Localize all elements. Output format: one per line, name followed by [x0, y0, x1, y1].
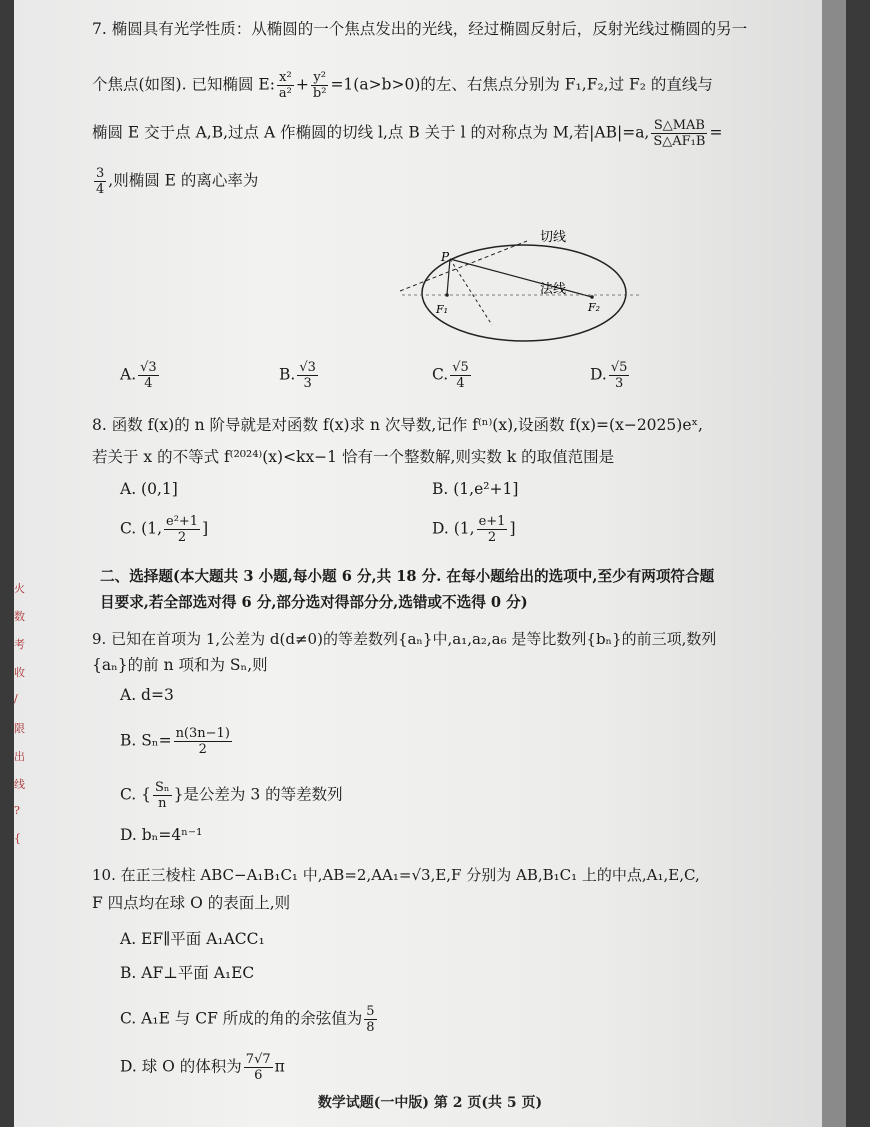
q7-line1: 7. 椭圆具有光学性质：从椭圆的一个焦点发出的光线，经过椭圆反射后，反射光线过椭圆的另一 [92, 20, 748, 38]
q8-line2: 若关于 x 的不等式 f⁽²⁰²⁴⁾(x)<kx−1 恰有一个整数解,则实数 k 的取值范围是 [92, 448, 615, 466]
ellipse-figure [392, 225, 662, 345]
area-ratio: $\frac{\text{S△MAB}}{\text{S△AF₁B}}$ [653, 118, 706, 149]
margin-mark: 限 [14, 722, 25, 735]
q9-option-d[interactable]: D. bₙ=4ⁿ⁻¹ [120, 826, 203, 844]
q10-option-c[interactable]: C. A₁E 与 CF 所成的角的余弦值为 $\frac{5}{8}$ [120, 1004, 375, 1035]
q8-option-a[interactable]: A. (0,1] [120, 480, 178, 498]
tangent-label: 切线 [540, 230, 567, 245]
tangent-line [400, 241, 527, 291]
q7-line3: 椭圆 E 交于点 A,B,过点 A 作椭圆的切线 l,点 B 关于 l 的对称点为 M,若|AB|=a, $\frac{\text{S△MAB}}{\text{S△AF₁B}}$ = [92, 118, 723, 149]
margin-mark: { [14, 832, 21, 845]
margin-mark: 火 [14, 582, 25, 595]
q7-option-c[interactable]: C. $\frac{√5}{4}$ [432, 360, 469, 391]
fraction: $\frac{\text{x²}}{\text{a²}}$ [278, 70, 292, 101]
f1-label: F₁ [436, 303, 449, 316]
q9-option-b[interactable]: B. Sₙ= $\frac{n(3n-1)}{2}$ [120, 726, 230, 757]
page-edge [822, 0, 846, 1127]
page-footer: 数学试题(一中版) 第 2 页(共 5 页) [317, 1095, 543, 1111]
margin-mark: 数 [14, 610, 25, 623]
q9-line1: 9. 已知在首项为 1,公差为 d(d≠0)的等差数列{aₙ}中,a₁,a₂,a₆ 是等比数列{bₙ}的前三项,数列 [92, 630, 717, 648]
q7-option-a[interactable]: A. $\frac{√3}{4}$ [120, 360, 157, 391]
q8-option-b[interactable]: B. (1,e²+1] [432, 480, 519, 498]
binding-margin [14, 580, 32, 860]
exam-paper [14, 0, 846, 1127]
q7-line4: $\frac{3}{4}$ ,则椭圆 E 的离心率为 [96, 166, 259, 197]
point-p-label: P [441, 250, 450, 264]
margin-mark: 收 [14, 666, 25, 679]
q8-option-d[interactable]: D. (1, $\frac{e+1}{2}$ ] [432, 514, 516, 545]
normal-label: 法线 [540, 282, 567, 297]
q7-option-b[interactable]: B. $\frac{√3}{3}$ [279, 360, 316, 391]
q8-line1: 8. 函数 f(x)的 n 阶导就是对函数 f(x)求 n 次导数,记作 f⁽ⁿ⁾(x),设函数 f(x)=(x−2025)eˣ, [92, 416, 703, 434]
f2-label: F₂ [588, 301, 601, 314]
fraction: $\frac{3}{4}$ [96, 166, 105, 197]
section2-instructions: 目要求,若全部选对得 6 分,部分选对得部分分,选错或不选得 0 分) [100, 594, 528, 611]
margin-mark: 考 [14, 638, 25, 651]
margin-mark: 线 [14, 778, 25, 791]
q10-option-d[interactable]: D. 球 O 的体积为 $\frac{7√7}{6}$ π [120, 1052, 285, 1083]
margin-mark: ? [14, 804, 20, 817]
q10-line1: 10. 在正三棱柱 ABC−A₁B₁C₁ 中,AB=2,AA₁=√3,E,F 分别为 AB,B₁C₁ 上的中点,A₁,E,C, [92, 866, 700, 884]
ray-to-f1 [447, 259, 450, 295]
q9-line2: {aₙ}的前 n 项和为 Sₙ,则 [92, 656, 268, 674]
q7-line2: 个焦点(如图). 已知椭圆 E: $\frac{\text{x²}}{\text{a²}}$ + $\frac{\text{y²}}{\text{b²}}$ =1(a>b>0)的左、右焦点分别为 F₁,F₂,过 F₂ 的直线与 [92, 70, 713, 101]
focus-f1-point [445, 293, 449, 297]
q8-option-c[interactable]: C. (1, $\frac{\text{e²+1}}{2}$ ] [120, 514, 209, 545]
q9-option-a[interactable]: A. d=3 [120, 686, 174, 704]
q7-option-d[interactable]: D. $\frac{√5}{3}$ [590, 360, 628, 391]
q9-option-c[interactable]: C. { $\frac{\text{Sₙ}}{n}$ }是公差为 3 的等差数列 [120, 780, 343, 811]
margin-mark: 出 [14, 750, 25, 763]
margin-mark: / [14, 692, 18, 705]
fraction: $\frac{\text{y²}}{\text{b²}}$ [312, 70, 327, 101]
ray-to-f2 [450, 259, 592, 297]
focus-f2-point [590, 295, 594, 299]
q10-option-b[interactable]: B. AF⊥平面 A₁EC [120, 964, 255, 982]
section2-heading: 二、选择题(本大题共 3 小题,每小题 6 分,共 18 分. 在每小题给出的选项中,至少有两项符合题 [100, 568, 715, 585]
q10-option-a[interactable]: A. EF∥平面 A₁ACC₁ [120, 930, 265, 948]
q10-line2: F 四点均在球 O 的表面上,则 [92, 894, 291, 912]
